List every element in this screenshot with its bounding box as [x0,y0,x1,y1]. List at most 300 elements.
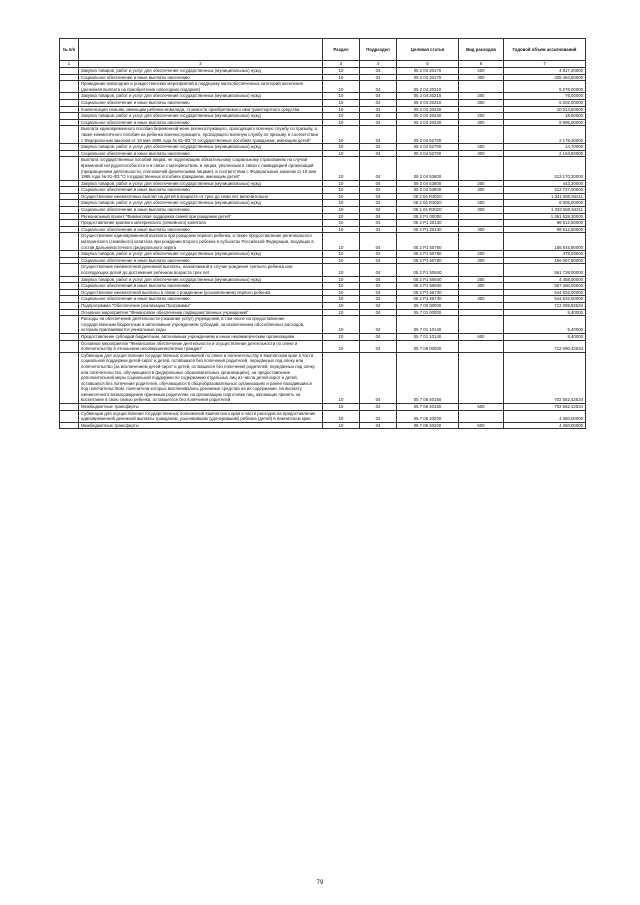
row-expense-type: 300 [459,150,504,157]
table-row [60,316,586,334]
row-podrazdel: 04 [360,113,397,120]
row-name: Субвенции для осуществления государственных полномочий по опеке и попечительству в Камчатском крае в части социальной поддержки детей-сирот и детей, оставшихся без попечения родителей, переданных под опеку или попечительство (за исключением детей-сирот и детей, оставшихся без попечения родителей, переданных под опеку или попечительство, обучающихся в федеральных образовательных организациях), на предоставление дополнительной меры социальной поддержки по содержанию отдельных лиц из числа детей-сирот и детей, оставшихся без попечения родителей, обучающихся в общеобразовательных организациях и ранее находившихся под попечительством, попечители которых выплачивались денежные средства на их содержание, на выплату ежемесячного вознаграждения приемным родителям, на организацию подготовки лиц, желающих принять на воспитание в свою семью ребенка, оставшегося без попечения родителей [79,352,323,403]
row-razdel: 10 [323,180,360,187]
row-podrazdel: 04 [360,233,397,251]
header-podrazdel: Подраздел [360,39,397,61]
row-razdel: 10 [323,289,360,296]
row-name: Социальное обеспечение и иные выплаты населению [79,283,323,290]
row-amount: 2 163,60000 [504,150,586,157]
row-razdel: 10 [323,309,360,316]
table-row [60,74,586,81]
row-target-article: 05 7 06 40200 [397,422,459,429]
row-amount: 213 170,30000 [504,157,586,180]
row-expense-type [459,193,504,200]
row-target-article: 05 7 01 10140 [397,316,459,334]
column-number: 6 [459,61,504,68]
row-target-article: 05 2 P1 55730 [397,296,459,303]
row-target-article: 05 7 06 40200 [397,410,459,422]
row-number [60,404,79,411]
row-expense-type: 300 [459,207,504,214]
row-amount: 8 006,00000 [504,200,586,207]
row-expense-type: 300 [459,119,504,126]
row-number [60,81,79,93]
row-expense-type [459,352,504,403]
page-number: 79 [316,880,324,886]
row-razdel: 10 [323,213,360,220]
row-razdel: 10 [323,233,360,251]
row-amount: 76,00000 [504,93,586,100]
row-number [60,93,79,100]
row-amount: 478,00000 [504,251,586,258]
column-number: 1 [60,61,79,68]
table-row [60,126,586,144]
row-expense-type [459,106,504,113]
row-number [60,352,79,403]
row-amount: 4 458,00000 [504,276,586,283]
row-expense-type: 500 [459,404,504,411]
row-name: Осуществление ежемесячной денежной выплаты, назначаемой в случае рождения третьего ребенка или последующих детей до достижения ребенком возраста трех лет [79,264,323,276]
row-expense-type: 300 [459,257,504,264]
row-expense-type [459,410,504,422]
row-amount: 544 632,00000 [504,296,586,303]
row-razdel: 10 [323,264,360,276]
row-amount: 156 545,80000 [504,233,586,251]
row-expense-type [459,81,504,93]
row-expense-type: 200 [459,113,504,120]
row-name: Осуществление единовременной выплаты при рождении первого ребенка, а также предоставление регионального материнского (семейного) капитала при рождении второго ребенка в субъектах Российской Федерации, входящих в состав Дальневосточного федерального округа [79,233,323,251]
row-target-article: 05 2 04 R3020 [397,193,459,200]
row-target-article: 05 2 04 20430 [397,106,459,113]
table-row [60,180,586,187]
column-number: 3 [323,61,360,68]
row-expense-type: 300 [459,187,504,194]
row-number [60,296,79,303]
table-row [60,422,586,429]
row-podrazdel: 04 [360,144,397,151]
table-row [60,144,586,151]
row-podrazdel: 04 [360,333,397,340]
table-row [60,340,586,352]
row-amount: 10 013,60000 [504,106,586,113]
row-amount: 4 817,20000 [504,68,586,75]
table-row [60,251,586,258]
row-target-article: 05 2 04 20210 [397,81,459,93]
row-amount: 156 067,80000 [504,257,586,264]
row-podrazdel: 04 [360,289,397,296]
row-target-article: 05 2 P1 50840 [397,283,459,290]
row-razdel: 10 [323,226,360,233]
row-target-article: 05 2 P1 50840 [397,276,459,283]
table-row [60,233,586,251]
row-expense-type [459,233,504,251]
row-razdel: 10 [323,257,360,264]
table-row [60,410,586,422]
row-expense-type: 600 [459,333,504,340]
row-expense-type [459,264,504,276]
table-row [60,207,586,214]
row-name: Социальное обеспечение и иные выплаты населению [79,207,323,214]
row-number [60,187,79,194]
row-name: Закупка товаров, работ и услуг для обеспечения государственных (муниципальных) нужд [79,68,323,75]
row-podrazdel: 04 [360,68,397,75]
row-razdel: 10 [323,302,360,309]
row-podrazdel: 04 [360,296,397,303]
row-target-article: 05 7 01 00000 [397,309,459,316]
row-target-article: 05 2 04 20210 [397,99,459,106]
row-name: Социальное обеспечение и иные выплаты населению [79,150,323,157]
row-razdel: 10 [323,316,360,334]
row-number [60,220,79,227]
table-row [60,157,586,180]
row-number [60,126,79,144]
row-target-article: 05 2 P1 50780 [397,251,459,258]
row-number [60,410,79,422]
row-podrazdel: 04 [360,220,397,227]
table-row [60,150,586,157]
row-podrazdel: 04 [360,150,397,157]
row-number [60,316,79,334]
row-podrazdel: 04 [360,180,397,187]
row-amount: 5,40000 [504,333,586,340]
row-amount: 5,40000 [504,309,586,316]
row-razdel: 10 [323,410,360,422]
row-name: Социальное обеспечение и иные выплаты населению [79,296,323,303]
row-expense-type [459,316,504,334]
row-name: Выплата государственных пособий лицам, не подлежащим обязательному социальному страхованию на случай временной нетрудоспособности и в связи с материнством, и лицам, уволенным в связи с ликвидацией организаций (прекращением деятельности, полномочий физическими лицами), в соответствии с Федеральным законом от 19 мая 1995 года № 81-ФЗ "О государственных пособиях гражданам, имеющим детей" [79,157,323,180]
row-name: Закупка товаров, работ и услуг для обеспечения государственных (муниципальных) нужд [79,276,323,283]
row-number [60,333,79,340]
row-number [60,283,79,290]
row-razdel: 10 [323,276,360,283]
row-target-article: 05 2 04 52700 [397,150,459,157]
row-razdel: 10 [323,144,360,151]
row-razdel: 10 [323,296,360,303]
row-razdel: 10 [323,220,360,227]
row-amount: 325 464,60000 [504,74,586,81]
row-expense-type [459,340,504,352]
row-expense-type [459,302,504,309]
row-podrazdel: 04 [360,157,397,180]
row-number [60,251,79,258]
row-amount: 2 178,30000 [504,126,586,144]
row-razdel: 10 [323,93,360,100]
row-amount: 4 350,00000 [504,422,586,429]
row-podrazdel: 04 [360,316,397,334]
row-podrazdel: 04 [360,340,397,352]
row-amount: 18,60000 [504,113,586,120]
row-expense-type: 500 [459,422,504,429]
table-row [60,276,586,283]
row-amount: 5 202,00000 [504,99,586,106]
row-name: Субвенции для осуществления государственных полномочий Камчатского края в части расходов на предоставление единовременной денежной выплаты гражданам, усыновившим (удочерившим) ребенка (детей) в Камчатском крае [79,410,323,422]
row-target-article: 05 2 04 20170 [397,74,459,81]
row-number [60,68,79,75]
table-row [60,213,586,220]
row-amount: 544 632,00000 [504,289,586,296]
row-razdel: 10 [323,251,360,258]
row-expense-type [459,289,504,296]
table-row [60,220,586,227]
row-number [60,233,79,251]
header-annual-amount: Годовой объем ассигнований [504,39,586,61]
budget-table [59,38,586,429]
row-expense-type [459,157,504,180]
row-target-article: 05 7 06 40160 [397,352,459,403]
row-name: Закупка товаров, работ и услуг для обеспечения государственных (муниципальных) нужд [79,180,323,187]
row-podrazdel: 04 [360,422,397,429]
row-razdel: 10 [323,187,360,194]
row-amount: 5 278,00000 [504,81,586,93]
row-target-article: 05 7 06 00000 [397,340,459,352]
row-podrazdel: 04 [360,309,397,316]
row-razdel: 10 [323,81,360,93]
table-row [60,187,586,194]
row-amount: 1 333 550,84211 [504,207,586,214]
row-name: Основное мероприятие "Финансовое обеспечение деятельности и осуществление деятельности по опеке и попечительству в отношении несовершеннолетних граждан" [79,340,323,352]
row-name: Межбюджетные трансферты [79,422,323,429]
row-number [60,302,79,309]
row-amount: 14,70000 [504,144,586,151]
row-podrazdel: 04 [360,193,397,200]
row-expense-type: 300 [459,283,504,290]
table-row [60,119,586,126]
row-amount: 9 995,00000 [504,119,586,126]
row-target-article: 05 7 01 10140 [397,333,459,340]
row-amount: 443,30000 [504,180,586,187]
table-header-row [60,39,586,61]
row-name: Проведение новогодних и рождественских мероприятий в поддержку малообеспеченных категорий населения (денежная выплата на приобретение новогодних подарков) [79,81,323,93]
table-row [60,99,586,106]
row-expense-type: 200 [459,251,504,258]
table-row [60,352,586,403]
header-name [79,39,323,61]
column-number: 4 [360,61,397,68]
row-razdel: 10 [323,422,360,429]
row-name: Социальное обеспечение и иные выплаты населению [79,257,323,264]
row-name: Выплата единовременного пособия беременной жене военнослужащего, проходящего военную службу по призыву, а также ежемесячного пособия на ребенка военнослужащего, проходящего военную службу по призыву, в соответствии с Федеральным законом от 19 мая 1995 года № 81-ФЗ "О государственных пособиях гражданам, имеющим детей" [79,126,323,144]
row-name: Межбюджетные трансферты [79,404,323,411]
row-number [60,193,79,200]
table-row [60,113,586,120]
row-razdel: 10 [323,113,360,120]
row-target-article: 05 2 P1 50780 [397,257,459,264]
row-number [60,200,79,207]
row-amount: 98 612,50000 [504,220,586,227]
row-target-article: 05 2 04 53800 [397,157,459,180]
row-target-article: 05 2 04 20170 [397,68,459,75]
row-podrazdel: 04 [360,264,397,276]
row-expense-type [459,126,504,144]
row-razdel: 10 [323,106,360,113]
row-target-article: 05 2 04 R3020 [397,200,459,207]
row-podrazdel: 04 [360,81,397,93]
header-razdel: Раздел [323,39,360,61]
row-name: Осуществление ежемесячной выплаты в связи с рождением (усыновлением) первого ребенка [79,289,323,296]
row-number [60,264,79,276]
row-expense-type: 200 [459,276,504,283]
row-number [60,180,79,187]
row-amount: 702 562,42534 [504,352,586,403]
row-expense-type: 200 [459,68,504,75]
row-target-article: 05 2 P1 50840 [397,264,459,276]
row-podrazdel: 04 [360,187,397,194]
row-name: Региональный проект "Финансовая поддержка семей при рождении детей" [79,213,323,220]
row-amount: 4 350,00000 [504,410,586,422]
row-number [60,289,79,296]
row-name: Предоставление субсидий бюджетным, автономным учреждениям и иным некоммерческим организациям [79,333,323,340]
row-name: Закупка товаров, работ и услуг для обеспечения государственных (муниципальных) нужд [79,144,323,151]
row-podrazdel: 04 [360,99,397,106]
row-target-article: 05 2 04 20430 [397,119,459,126]
row-razdel: 10 [323,119,360,126]
row-amount: 1 341 550,84211 [504,193,586,200]
row-razdel: 10 [323,200,360,207]
row-target-article: 05 2 04 20210 [397,93,459,100]
row-amount: 212 727,00000 [504,187,586,194]
row-razdel: 10 [323,404,360,411]
header-expense-type: Вид расходов [459,39,504,61]
row-podrazdel: 04 [360,74,397,81]
row-razdel: 10 [323,207,360,214]
row-amount: 557 280,00000 [504,283,586,290]
row-target-article: 05 7 00 00000 [397,302,459,309]
row-number [60,144,79,151]
table-row [60,106,586,113]
row-number [60,309,79,316]
table-row [60,257,586,264]
table-row [60,200,586,207]
row-expense-type: 200 [459,93,504,100]
row-razdel: 10 [323,126,360,144]
row-podrazdel: 04 [360,251,397,258]
row-podrazdel: 04 [360,93,397,100]
row-amount: 561 738,00000 [504,264,586,276]
column-number: 5 [397,61,459,68]
row-podrazdel: 04 [360,302,397,309]
row-name: Социальное обеспечение и иные выплаты населению [79,119,323,126]
row-name: Социальное обеспечение и иные выплаты населению [79,226,323,233]
row-target-article: 05 2 04 53800 [397,180,459,187]
table-row [60,333,586,340]
row-number [60,119,79,126]
row-name: Закупка товаров, работ и услуг для обеспечения государственных (муниципальных) нужд [79,93,323,100]
row-number [60,157,79,180]
row-razdel: 10 [323,99,360,106]
row-number [60,106,79,113]
column-number: 2 [79,61,323,68]
table-row [60,68,586,75]
row-expense-type: 300 [459,99,504,106]
row-number [60,99,79,106]
table-row [60,81,586,93]
row-amount: 712 090,42534 [504,340,586,352]
row-name: Закупка товаров, работ и услуг для обеспечения государственных (муниципальных) нужд [79,251,323,258]
row-target-article: 05 2 P1 20130 [397,220,459,227]
row-razdel: 10 [323,340,360,352]
row-target-article: 05 2 04 R3020 [397,207,459,214]
row-target-article: 05 2 P1 55730 [397,289,459,296]
table-row [60,193,586,200]
row-name: Основное мероприятие "Финансовое обеспечение подведомственных учреждений" [79,309,323,316]
row-number [60,207,79,214]
row-podrazdel: 04 [360,404,397,411]
row-name: Осуществление ежемесячных выплат на детей в возрасте от трех до семи лет включительно [79,193,323,200]
row-razdel: 10 [323,193,360,200]
row-target-article: 05 7 06 40160 [397,404,459,411]
row-name: Предоставление краевого материнского (семейного) капитала [79,220,323,227]
row-expense-type: 300 [459,74,504,81]
row-amount: 702 562,42534 [504,404,586,411]
row-razdel: 10 [323,333,360,340]
row-target-article: 05 2 04 20430 [397,113,459,120]
row-amount: 98 612,50000 [504,226,586,233]
row-razdel: 10 [323,157,360,180]
row-podrazdel: 04 [360,213,397,220]
row-expense-type: 200 [459,144,504,151]
row-razdel: 10 [323,68,360,75]
row-number [60,276,79,283]
table-row [60,296,586,303]
row-podrazdel: 04 [360,119,397,126]
row-expense-type [459,309,504,316]
row-podrazdel: 04 [360,283,397,290]
row-target-article: 05 2 P1 20130 [397,226,459,233]
row-name: Социальное обеспечение и иные выплаты населению [79,99,323,106]
row-name: Расходы на обеспечение деятельности (оказание услуг) учреждений, в том числе на предоставление государственным бюджетным и автономным учреждениям субсидий, за исключением обособленных расходов, которым присваиваются уникальные коды [79,316,323,334]
row-number [60,422,79,429]
row-amount: 5,40000 [504,316,586,334]
row-name: Социальное обеспечение и иные выплаты населению [79,187,323,194]
table-row [60,283,586,290]
row-number [60,340,79,352]
row-expense-type [459,213,504,220]
table-row [60,226,586,233]
row-razdel: 10 [323,74,360,81]
row-number [60,150,79,157]
table-body [60,68,586,429]
row-podrazdel: 04 [360,352,397,403]
row-razdel: 10 [323,150,360,157]
row-target-article: 05 2 04 52700 [397,144,459,151]
column-number: 7 [504,61,586,68]
row-name: Подпрограмма "Обеспечение реализации Программы" [79,302,323,309]
row-name: Социальное обеспечение и иные выплаты населению [79,74,323,81]
row-podrazdel: 04 [360,226,397,233]
row-amount: 712 095,82534 [504,302,586,309]
column-numbers-row [60,61,586,68]
table-row [60,302,586,309]
row-amount: 1 361 528,30000 [504,213,586,220]
row-number [60,257,79,264]
row-number [60,74,79,81]
row-podrazdel: 04 [360,410,397,422]
row-expense-type: 200 [459,180,504,187]
row-podrazdel: 04 [360,207,397,214]
row-number [60,226,79,233]
row-razdel: 10 [323,352,360,403]
table-row [60,309,586,316]
table-row [60,404,586,411]
row-target-article: 05 2 04 52700 [397,126,459,144]
row-target-article: 05 2 P1 50780 [397,233,459,251]
row-target-article: 05 2 04 53800 [397,187,459,194]
header-num: № п/п [60,39,79,61]
table-row [60,289,586,296]
row-expense-type [459,220,504,227]
row-expense-type: 300 [459,296,504,303]
row-number [60,113,79,120]
row-podrazdel: 04 [360,257,397,264]
